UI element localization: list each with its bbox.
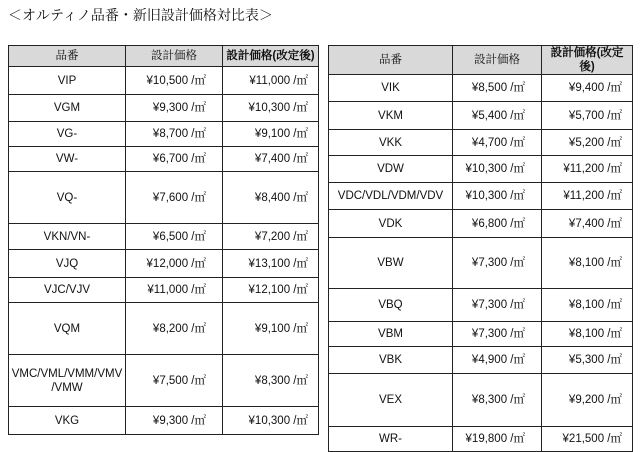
table-row (329, 210, 633, 238)
product-code: VIK (329, 75, 453, 102)
old-price: ¥8,300 /㎡ (453, 374, 542, 427)
new-price: ¥9,200 /㎡ (542, 374, 633, 427)
table-row (329, 238, 633, 289)
new-price: ¥9,100 /㎡ (223, 303, 319, 355)
table-row (329, 75, 633, 102)
table-row (9, 67, 319, 95)
new-price: ¥8,300 /㎡ (223, 355, 319, 407)
old-price: ¥9,300 /㎡ (126, 95, 223, 122)
product-code: VDW (329, 156, 453, 183)
old-price: ¥7,300 /㎡ (453, 238, 542, 289)
old-price: ¥8,700 /㎡ (126, 122, 223, 147)
table-row (329, 130, 633, 156)
product-code: VBW (329, 238, 453, 289)
new-price: ¥11,200 /㎡ (542, 156, 633, 183)
new-price: ¥7,200 /㎡ (223, 224, 319, 250)
product-code: WR- (329, 427, 453, 452)
product-code: VBM (329, 322, 453, 347)
new-price: ¥10,300 /㎡ (223, 407, 319, 435)
new-price: ¥21,500 /㎡ (542, 427, 633, 452)
table-row (329, 374, 633, 427)
product-code: VMC/VML/VMM/VMV /VMW (9, 355, 126, 407)
new-price: ¥7,400 /㎡ (223, 147, 319, 172)
new-price: ¥8,400 /㎡ (223, 172, 319, 224)
old-price: ¥7,300 /㎡ (453, 322, 542, 347)
new-price: ¥5,700 /㎡ (542, 102, 633, 130)
old-price: ¥11,000 /㎡ (126, 278, 223, 303)
product-code: VBQ (329, 289, 453, 322)
product-code: VDK (329, 210, 453, 238)
header-new-price: 設計価格(改定後) (223, 46, 319, 67)
old-price: ¥19,800 /㎡ (453, 427, 542, 452)
old-price: ¥5,400 /㎡ (453, 102, 542, 130)
product-code: VG- (9, 122, 126, 147)
old-price: ¥7,300 /㎡ (453, 289, 542, 322)
product-code: VQM (9, 303, 126, 355)
table-row (329, 289, 633, 322)
product-code: VKN/VN- (9, 224, 126, 250)
table-row (9, 172, 319, 224)
old-price: ¥10,300 /㎡ (453, 156, 542, 183)
old-price: ¥12,000 /㎡ (126, 250, 223, 278)
product-code: VEX (329, 374, 453, 427)
table-row (9, 407, 319, 435)
table-row (9, 95, 319, 122)
product-code: VW- (9, 147, 126, 172)
table-row (9, 355, 319, 407)
new-price: ¥9,100 /㎡ (223, 122, 319, 147)
product-code: VQ- (9, 172, 126, 224)
old-price: ¥7,500 /㎡ (126, 355, 223, 407)
table-row (329, 102, 633, 130)
page-title: ＜オルティノ品番・新旧設計価格対比表＞ (8, 7, 273, 23)
product-code: VKK (329, 130, 453, 156)
product-code: VIP (9, 67, 126, 95)
table-row (329, 322, 633, 347)
new-price: ¥7,400 /㎡ (542, 210, 633, 238)
table-row (329, 347, 633, 374)
header-code: 品番 (9, 46, 126, 67)
table-row (329, 183, 633, 210)
new-price: ¥13,100 /㎡ (223, 250, 319, 278)
old-price: ¥9,300 /㎡ (126, 407, 223, 435)
new-price: ¥11,000 /㎡ (223, 67, 319, 95)
old-price: ¥8,200 /㎡ (126, 303, 223, 355)
product-code: VKM (329, 102, 453, 130)
header-row (9, 46, 319, 67)
header-price: 設計価格 (126, 46, 223, 67)
old-price: ¥6,500 /㎡ (126, 224, 223, 250)
price-table-left (8, 45, 319, 435)
new-price: ¥8,100 /㎡ (542, 238, 633, 289)
old-price: ¥6,800 /㎡ (453, 210, 542, 238)
table-row (9, 250, 319, 278)
product-code: VKG (9, 407, 126, 435)
table-row (9, 122, 319, 147)
table-row (9, 303, 319, 355)
table-row (9, 278, 319, 303)
product-code: VDC/VDL/VDM/VDV (329, 183, 453, 210)
product-code: VJC/VJV (9, 278, 126, 303)
header-row (329, 46, 633, 75)
header-new-price: 設計価格(改定後) (542, 46, 633, 75)
table-row (9, 147, 319, 172)
new-price: ¥10,300 /㎡ (223, 95, 319, 122)
new-price: ¥9,400 /㎡ (542, 75, 633, 102)
old-price: ¥6,700 /㎡ (126, 147, 223, 172)
new-price: ¥5,200 /㎡ (542, 130, 633, 156)
old-price: ¥7,600 /㎡ (126, 172, 223, 224)
product-code: VBK (329, 347, 453, 374)
old-price: ¥4,700 /㎡ (453, 130, 542, 156)
new-price: ¥11,200 /㎡ (542, 183, 633, 210)
old-price: ¥8,500 /㎡ (453, 75, 542, 102)
header-code: 品番 (329, 46, 453, 75)
product-code: VJQ (9, 250, 126, 278)
old-price: ¥4,900 /㎡ (453, 347, 542, 374)
new-price: ¥5,300 /㎡ (542, 347, 633, 374)
old-price: ¥10,500 /㎡ (126, 67, 223, 95)
new-price: ¥8,100 /㎡ (542, 289, 633, 322)
table-row (329, 156, 633, 183)
old-price: ¥10,300 /㎡ (453, 183, 542, 210)
product-code: VGM (9, 95, 126, 122)
price-table-right (328, 45, 633, 452)
table-row (329, 427, 633, 452)
new-price: ¥12,100 /㎡ (223, 278, 319, 303)
header-price: 設計価格 (453, 46, 542, 75)
table-row (9, 224, 319, 250)
new-price: ¥8,100 /㎡ (542, 322, 633, 347)
